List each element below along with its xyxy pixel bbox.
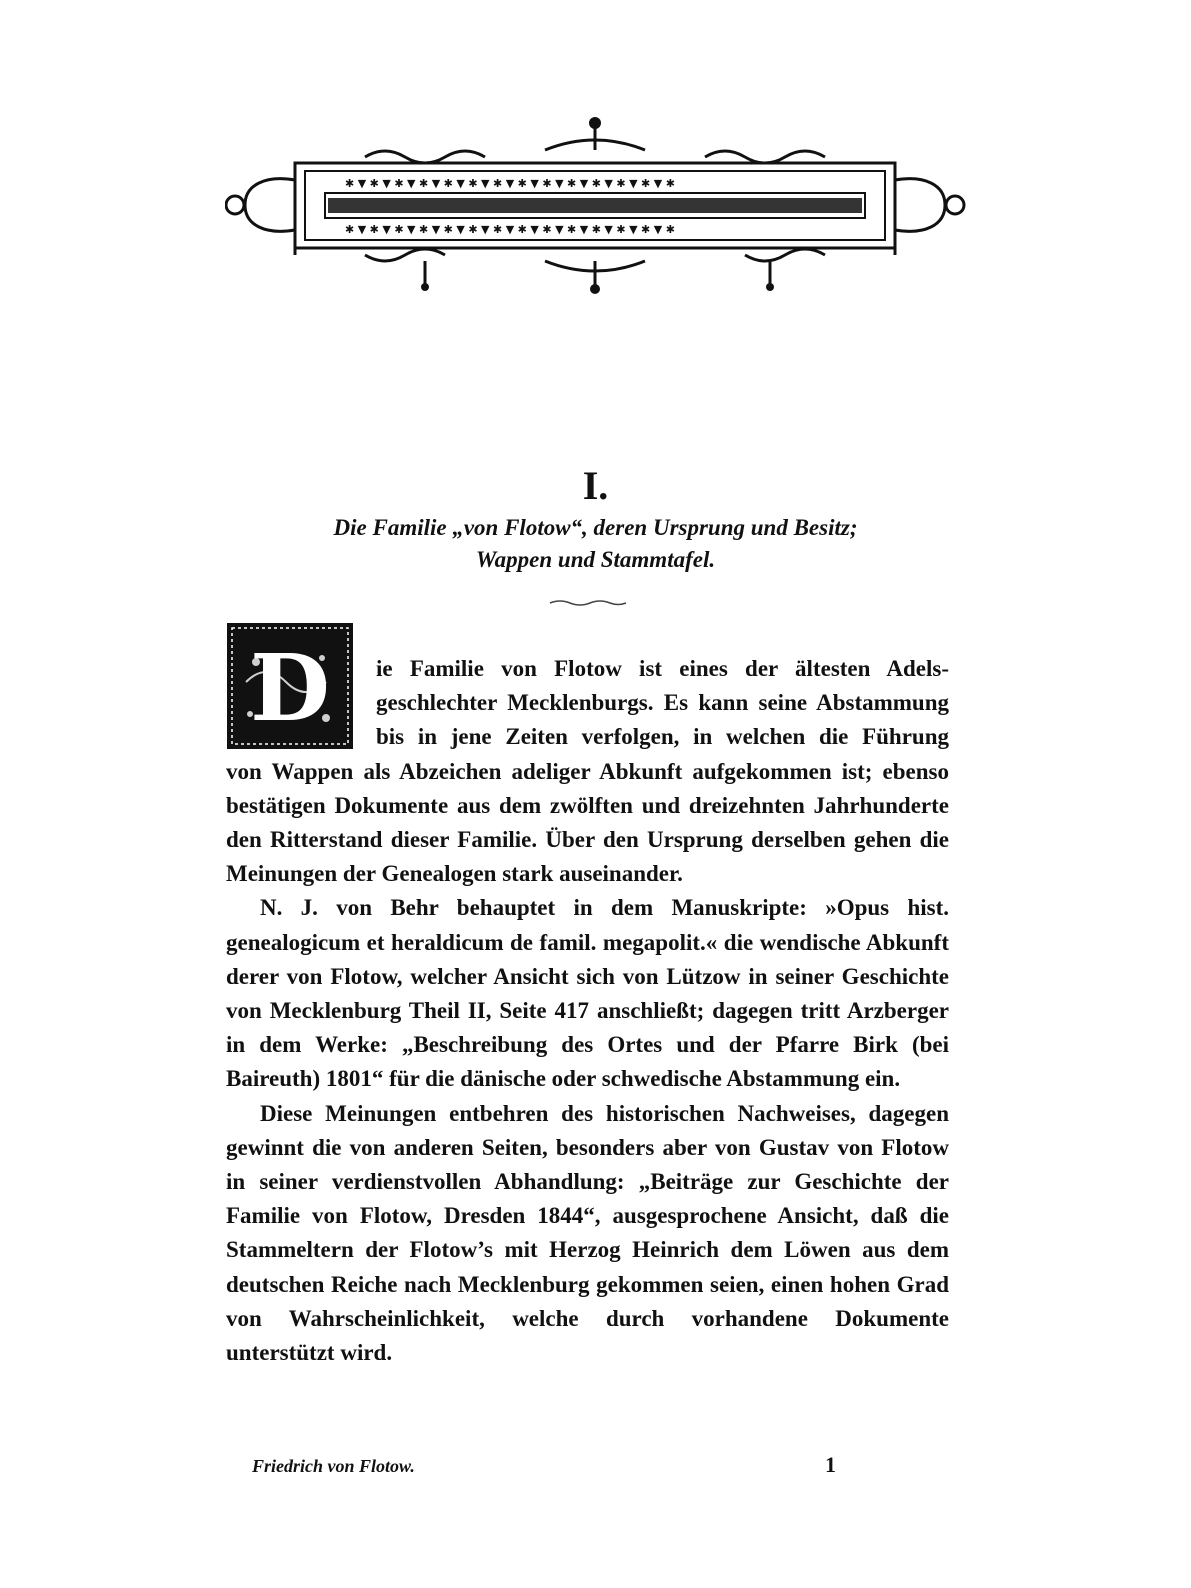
divider-mark-icon	[548, 598, 628, 606]
paragraph-1-line-1: ie Familie von Flotow ist eines der ältesten Adels-	[376, 656, 949, 681]
svg-text:✱ ▼ ✱ ▼ ✱ ▼ ✱ ▼ ✱ ▼ ✱ ▼ ✱ ▼ ✱: ✱ ▼ ✱ ▼ ✱ ▼ ✱ ▼ ✱ ▼ ✱ ▼ ✱ ▼ ✱ ▼ ✱ ▼ ✱ ▼ ✱ ▼ ✱ ▼ ✱ ▼ ✱	[345, 177, 675, 190]
page-number: 1	[825, 1452, 836, 1477]
paragraph-2: N. J. von Behr behauptet in dem Manuskripte: »Opus hist. genealogicum et heraldicum de famil. megapolit.« die wendische Abkunft derer von Flotow, welcher Ansicht sich von Lützow in seiner Geschichte von Mecklenburg Theil II, Seite 417 anschließt; dagegen tritt Arzberger in dem Werke: „Beschreibung des Ortes und der Pfarre Birk (bei Baireuth) 1801“ für die dänische oder schwedische Abstammung ein.	[226, 895, 949, 1092]
svg-text:✱ ▼ ✱ ▼ ✱ ▼ ✱ ▼ ✱ ▼ ✱ ▼ ✱ ▼ ✱: ✱ ▼ ✱ ▼ ✱ ▼ ✱ ▼ ✱ ▼ ✱ ▼ ✱ ▼ ✱ ▼ ✱ ▼ ✱ ▼ ✱ ▼ ✱ ▼ ✱ ▼ ✱	[345, 223, 675, 236]
dropcap-letter: D	[250, 634, 330, 742]
footer-author: Friedrich von Flotow.	[252, 1456, 415, 1476]
paragraph-1-continued: von Wappen als Abzeichen adeliger Abkunft aufgekommen ist; ebenso bestätigen Dokumente aus dem zwölften und dreizehnten Jahrhunderte den Ritterstand dieser Familie. Über den Ursprung derselben gehen die Meinungen der Genealogen stark auseinander.	[226, 758, 949, 887]
paragraph-1-line-3: bis in jene Zeiten verfolgen, in welchen die Führung	[376, 724, 949, 750]
chapter-title-line-1: Die Familie „von Flotow“, deren Ursprung und Besitz;	[333, 515, 858, 540]
chapter-number: I.	[582, 463, 609, 508]
chapter-title	[200, 512, 991, 576]
paragraph-1	[226, 652, 949, 755]
header-ornament-icon	[225, 95, 970, 305]
paragraph-3: Diese Meinungen entbehren des historischen Nachweises, dagegen gewinnt die von anderen Seiten, besonders aber von Gustav von Flotow in seiner verdienstvollen Abhandlung: „Beiträge zur Geschichte der Familie von Flotow, Dresden 1844“, ausgesprochene Ansicht, daß die Stammeltern der Flotow’s mit Herzog Heinrich dem Löwen aus dem deutschen Reiche nach Mecklenburg gekommen seien, einen hohen Grad von Wahrscheinlichkeit, welche durch vorhandene Dokumente unterstützt wird.	[226, 1100, 949, 1366]
body-text	[226, 652, 949, 1370]
paragraph-1-line-2: geschlechter Mecklenburgs. Es kann seine Abstammung	[376, 690, 949, 716]
chapter-title-line-2: Wappen und Stammtafel.	[475, 547, 716, 572]
